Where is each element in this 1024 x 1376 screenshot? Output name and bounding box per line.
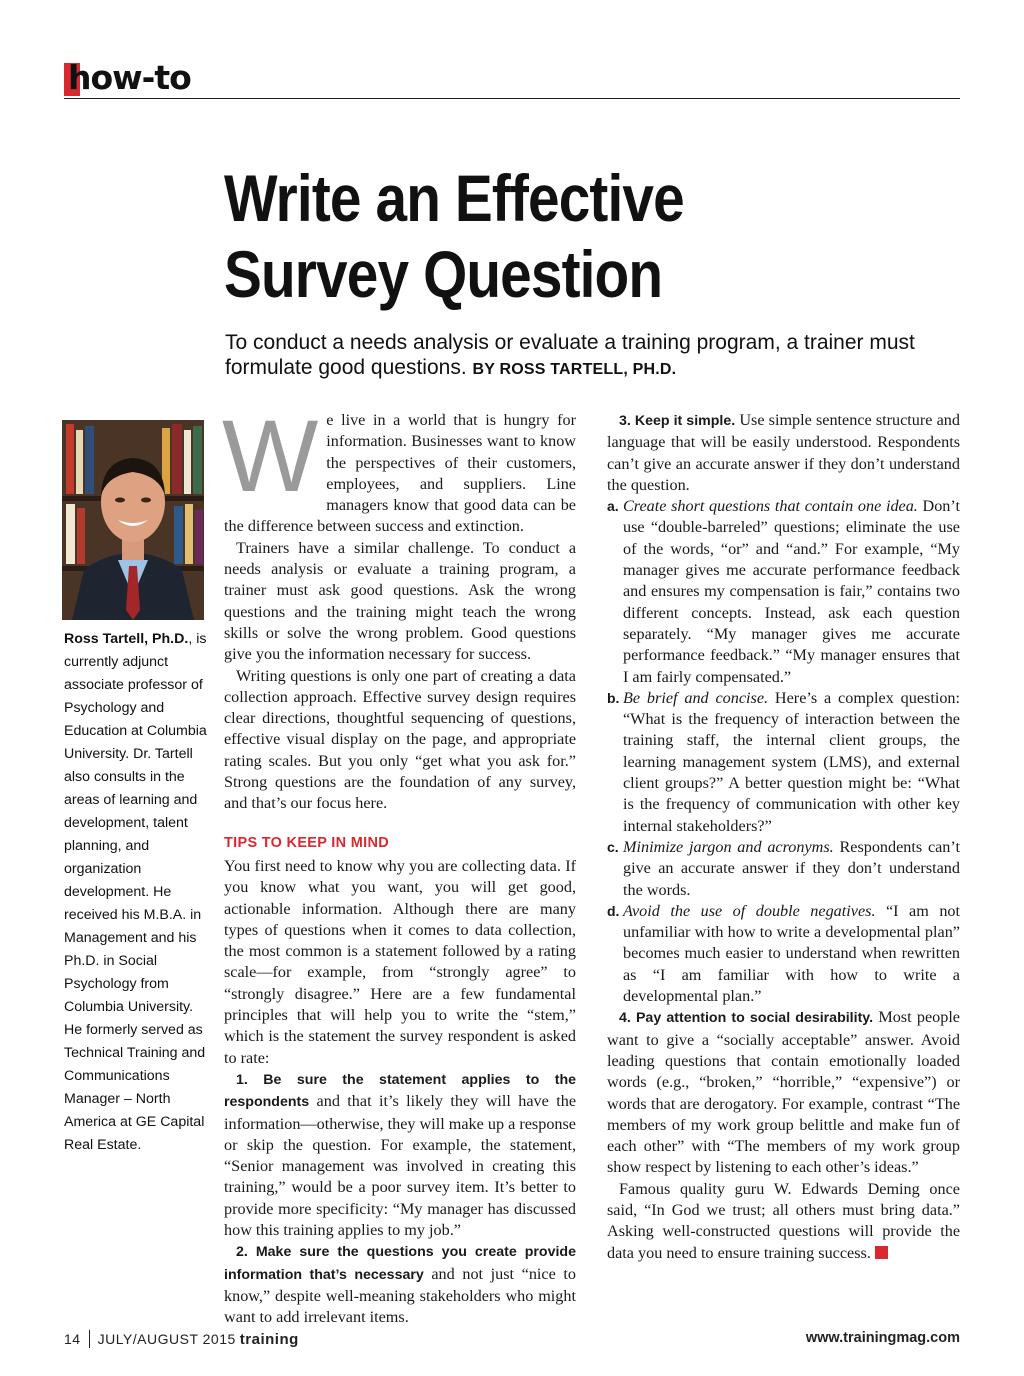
sub-tip-a-letter: a. xyxy=(607,498,619,515)
tip-1-text: and that it’s likely they will have the information—otherwise, they will make up a response or skip the question. For example, the statement, “Senior management was involved in creating this training,” would be a poor survey item. It’s better to provide more specificity: “My manager has discussed how this training applies to my job.” xyxy=(224,1092,576,1239)
folio-divider xyxy=(89,1330,90,1348)
tip-1-lead: 1. Be sure the statement applies to the respondents xyxy=(224,1071,576,1111)
sub-tip-b xyxy=(607,688,960,837)
page-footer xyxy=(64,1330,960,1350)
sub-tip-a xyxy=(607,496,960,688)
issue-date: JULY/AUGUST 2015 xyxy=(97,1331,236,1347)
bio-name: Ross Tartell, Ph.D. xyxy=(64,631,189,647)
sub-tip-c xyxy=(607,837,960,901)
sub-tip-c-lead: Minimize jargon and acronyms. xyxy=(623,837,834,856)
sub-tip-d-lead: Avoid the use of double negatives. xyxy=(623,901,876,920)
sub-tip-a-lead: Create short questions that contain one idea. xyxy=(623,497,918,516)
author-bio xyxy=(64,628,214,1157)
section-tag: how-to xyxy=(68,58,191,97)
tip-2-text: and not just “nice to know,” despite well-meaning stakeholders who might want to add irrelevant items. xyxy=(224,1264,576,1327)
tip-2-lead: 2. Make sure the questions you create provide information that’s necessary xyxy=(224,1244,576,1283)
magazine-name: training xyxy=(239,1331,299,1348)
article-title xyxy=(224,160,843,312)
article-column-2 xyxy=(607,410,960,1264)
sub-tip-d-text: “I am not unfamiliar with how to write a developmental plan” becomes much easier to understand when rewritten as “I am familiar with how to write a developmental plan.” xyxy=(623,901,961,1006)
body-paragraph-3: Writing questions is only one part of creating a data collection approach. Effective survey design requires clear directions, thoughtful sequencing of questions, effective visual display on the page, and appropriate rating scales. But you only “get what you ask for.” Strong questions are the foundation of any survey, and that’s our focus here. xyxy=(224,666,576,813)
bio-text: , is currently adjunct associate professor of Psychology and Education at Columbia University. Dr. Tartell also consults in the areas of learning and development, talent planning, and organization development. He received his M.B.A. in Management and his Ph.D. in Social Psychology from Columbia University. He formerly served as Technical Training and Communications Manager – North America at GE Capital Real Estate. xyxy=(64,631,207,1153)
title-line-2: Survey Question xyxy=(224,237,663,311)
article-deck xyxy=(225,330,925,382)
article-column-1 xyxy=(222,399,576,1328)
tip-4-text: Most people want to give a “socially acceptable” answer. Avoid leading questions that contain emotionally loaded words (e.g., “broken,” “horrible,” “expensive”) or words that are derogatory. For example, contrast “The members of my work group belittle and make fun of each other” with “The members of my work group show respect by listening to each other’s ideas.” xyxy=(607,1008,960,1177)
sub-tip-b-text: Here’s a complex question: “What is the frequency of interaction between the training staff, the internal client groups, the learning management system (LMS), and external client groups?” A better question might be: “What is the frequency of communication with other key internal stakeholders?” xyxy=(623,688,961,835)
tip-3-text: Use simple sentence structure and language that will be easily understood. Respondents can’t give an accurate answer if they don’t understand the question. xyxy=(607,411,960,494)
footer-url: www.trainingmag.com xyxy=(805,1330,960,1346)
sub-tip-b-letter: b. xyxy=(607,689,620,706)
tip-1 xyxy=(224,1069,576,1241)
body-paragraph-2: Trainers have a similar challenge. To conduct a needs analysis or evaluate a training program, a trainer must ask good questions. Ask the wrong questions and the training might teach the wrong skills or solve the wrong problem. Good questions give you the information necessary for success. xyxy=(224,538,576,664)
folio xyxy=(64,1330,299,1348)
author-photo xyxy=(62,420,204,620)
tip-4 xyxy=(607,1007,960,1178)
body-paragraph-1 xyxy=(222,399,576,538)
drop-cap: W xyxy=(222,399,319,513)
body-paragraph-4: You first need to know why you are collecting data. If you know what you want, you will get good, actionable information. Although there are many types of questions when it comes to data collection, the most common is a statement followed by a rating scale—for example, from “strongly agree” to “strongly disagree.” Here are a few fundamental principles that will help you to write the “stem,” which is the statement the survey respondent is asked to rate: xyxy=(224,856,576,1067)
page-number: 14 xyxy=(64,1331,81,1347)
sub-tip-c-text: Respondents can’t give an accurate answer if they don’t understand the words. xyxy=(623,837,960,899)
tip-3 xyxy=(607,410,960,496)
paragraph-1-text: e live in a world that is hungry for information. Businesses want to know the perspectives of their customers, employees, and suppliers. Line managers know that good data can be the difference between success and extinction. xyxy=(224,411,576,536)
sub-tip-d xyxy=(607,901,960,1007)
final-text: Famous quality guru W. Edwards Deming once said, “In God we trust; all others must bring data.” Asking well-constructed questions will provide the data you need to ensure training success. xyxy=(607,1179,960,1262)
tip-3-lead: 3. Keep it simple. xyxy=(619,413,736,429)
deck-text: To conduct a needs analysis or evaluate a training program, a trainer must formulate good questions. xyxy=(225,331,915,379)
title-line-1: Write an Effective xyxy=(224,161,684,235)
sub-tip-d-letter: d. xyxy=(607,902,620,919)
sub-tip-a-text: Don’t use “double-barreled” questions; eliminate the use of the words, “or” and “and.” For example, “My manager gives me accurate performance feedback and ensures my compensation is fair,” contains two different concepts. Instead, ask each question separately. “My manager gives me accurate performance feedback.” “My manager ensures that I am fairly compensated.” xyxy=(623,497,960,686)
body-paragraph-final xyxy=(607,1179,960,1264)
byline: BY ROSS TARTELL, PH.D. xyxy=(472,361,677,378)
subhead-tips: TIPS TO KEEP IN MIND xyxy=(224,834,389,851)
section-header xyxy=(64,60,960,99)
tip-4-lead: 4. Pay attention to social desirability. xyxy=(619,1010,874,1027)
tip-2 xyxy=(224,1241,576,1328)
end-mark-icon xyxy=(875,1246,888,1259)
sub-tip-c-letter: c. xyxy=(607,838,619,855)
sub-tip-b-lead: Be brief and concise. xyxy=(623,688,769,707)
